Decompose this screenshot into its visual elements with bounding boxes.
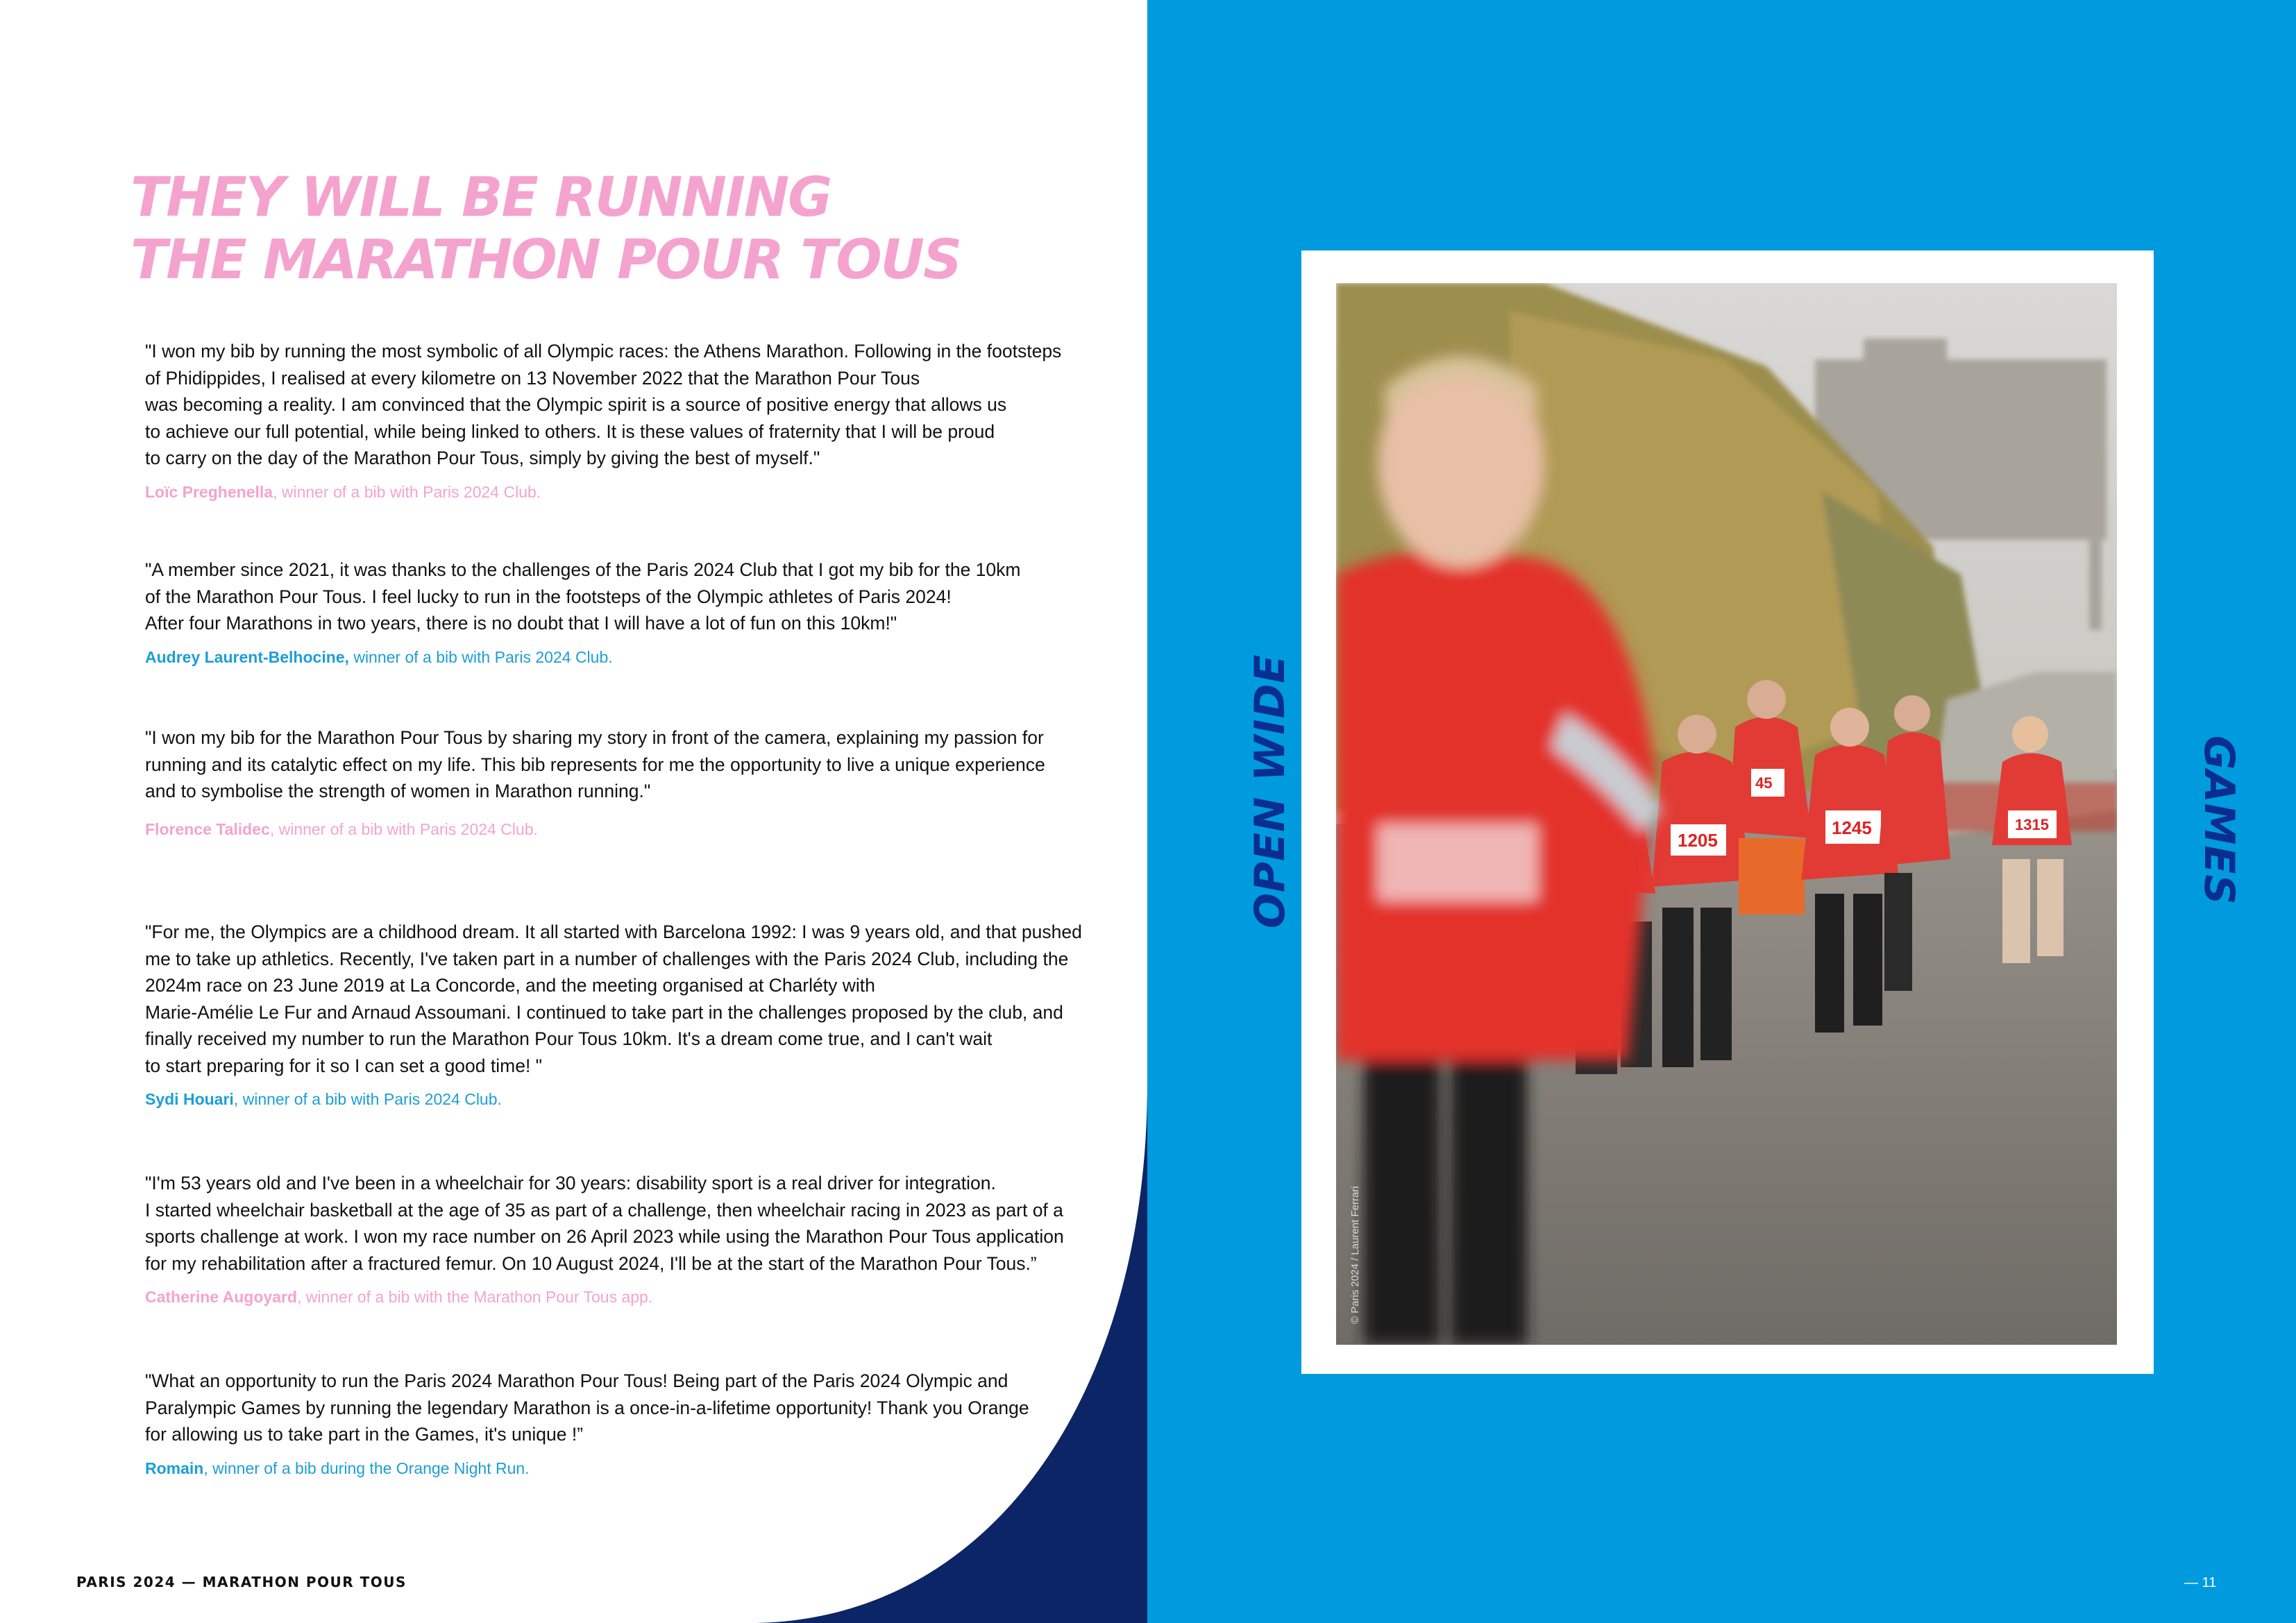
testimonial-quote	[145, 919, 1089, 1079]
author-role: winner of a bib with Paris 2024 Club.	[348, 647, 613, 666]
testimonial-sydi	[145, 919, 1089, 1110]
quote-line: sports challenge at work. I won my race number on 26 April 2023 while using the Marathon Pour Tous application	[145, 1226, 1064, 1247]
testimonial-florence	[145, 724, 1089, 840]
testimonial-romain	[145, 1368, 1089, 1479]
bib-number: 1245	[1832, 817, 1872, 838]
quote-line: "For me, the Olympics are a childhood dream. It all started with Barcelona 1992: I was 9 years old, and that pushed	[145, 921, 1082, 942]
quote-line: Paralympic Games by running the legendary Marathon is a once-in-a-lifetime opportunity! Thank you Orange	[145, 1397, 1029, 1418]
testimonial-attribution	[145, 1458, 1089, 1479]
runners-photo	[1336, 283, 2117, 1345]
testimonial-quote	[145, 1170, 1089, 1277]
quote-line: running and its catalytic effect on my life. This bib represents for me the opportunity to live a unique experience	[145, 754, 1045, 775]
runners-photo-illustration	[1336, 283, 2117, 1345]
page-headline	[130, 167, 961, 291]
quote-line: After four Marathons in two years, there is no doubt that I will have a lot of fun on this 10km!"	[145, 613, 897, 634]
bib-number: 1205	[1678, 830, 1718, 851]
testimonial-quote	[145, 338, 1089, 472]
quote-line: "I won my bib by running the most symbolic of all Olympic races: the Athens Marathon. Following in the footsteps	[145, 341, 1062, 362]
testimonial-attribution	[145, 482, 1089, 502]
quote-line: for allowing us to take part in the Games, it's unique !”	[145, 1424, 584, 1445]
testimonial-loic	[145, 338, 1089, 502]
bib-number: 1315	[2015, 816, 2049, 833]
author-role: , winner of a bib with Paris 2024 Club.	[233, 1090, 502, 1108]
testimonial-quote	[145, 1368, 1089, 1448]
bib-number: 45	[1755, 774, 1773, 792]
author-name: Florence Talidec	[145, 819, 270, 838]
author-name: Audrey Laurent-Belhocine,	[145, 647, 349, 666]
quote-line: "I won my bib for the Marathon Pour Tous by sharing my story in front of the camera, explaining my passion for	[145, 727, 1044, 748]
quote-line: me to take up athletics. Recently, I've taken part in a number of challenges with the Paris 2024 Club, including the	[145, 948, 1069, 969]
headline-line-1: THEY WILL BE RUNNING	[130, 167, 832, 229]
photo-frame	[1301, 250, 2154, 1374]
testimonial-audrey	[145, 556, 1089, 668]
quote-line: for my rehabilitation after a fractured femur. On 10 August 2024, I'll be at the start of the Marathon Pour Tous.”	[145, 1252, 1037, 1274]
author-name: Sydi Houari	[145, 1090, 234, 1108]
author-role: , winner of a bib during the Orange Night Run.	[203, 1459, 530, 1477]
author-role: , winner of a bib with Paris 2024 Club.	[273, 482, 541, 501]
photo-credit: © Paris 2024 / Laurent Ferrari	[1349, 1186, 1361, 1324]
quote-line: I started wheelchair basketball at the age of 35 as part of a challenge, then wheelchair racing in 2023 as part of a	[145, 1199, 1063, 1221]
author-role: , winner of a bib with the Marathon Pour Tous app.	[296, 1288, 653, 1306]
quote-line: to start preparing for it so I can set a good time! "	[145, 1055, 543, 1076]
quote-line: of Phidippides, I realised at every kilometre on 13 November 2022 that the Marathon Pour Tous	[145, 367, 920, 389]
headline-line-2: THE MARATHON POUR TOUS	[130, 229, 961, 291]
testimonial-attribution	[145, 819, 1089, 840]
quote-line: 2024m race on 23 June 2019 at La Concorde, and the meeting organised at Charléty with	[145, 975, 875, 996]
page-number: — 11	[2184, 1575, 2217, 1590]
quote-line: "What an opportunity to run the Paris 2024 Marathon Pour Tous! Being part of the Paris 2024 Olympic and	[145, 1370, 1008, 1391]
author-name: Loïc Preghenella	[145, 482, 273, 501]
quote-line: "I'm 53 years old and I've been in a wheelchair for 30 years: disability sport is a real driver for integration.	[145, 1173, 996, 1193]
left-page	[0, 0, 1147, 1623]
author-name: Catherine Augoyard	[145, 1288, 297, 1306]
side-word-right: GAMES	[2195, 736, 2243, 906]
testimonial-attribution	[145, 647, 1089, 668]
author-role: , winner of a bib with Paris 2024 Club.	[269, 819, 538, 838]
testimonial-attribution	[145, 1089, 1089, 1110]
testimonial-quote	[145, 724, 1089, 805]
quote-line: and to symbolise the strength of women in Marathon running."	[145, 781, 651, 801]
testimonial-quote	[145, 556, 1089, 637]
quote-line: was becoming a reality. I am convinced that the Olympic spirit is a source of positive energy that allows us	[145, 394, 1007, 415]
quote-line: of the Marathon Pour Tous. I feel lucky to run in the footsteps of the Olympic athletes of Paris 2024!	[145, 586, 952, 607]
testimonial-attribution	[145, 1286, 1089, 1307]
quote-line: to carry on the day of the Marathon Pour Tous, simply by giving the best of myself."	[145, 448, 820, 468]
quote-line: "A member since 2021, it was thanks to the challenges of the Paris 2024 Club that I got my bib for the 10km	[145, 559, 1021, 580]
side-word-left: OPEN WIDE	[1246, 654, 1294, 928]
footer-publication-title: PARIS 2024 — MARATHON POUR TOUS	[76, 1574, 407, 1590]
author-name: Romain	[145, 1459, 204, 1477]
quote-line: finally received my number to run the Marathon Pour Tous 10km. It's a dream come true, and I can't wait	[145, 1028, 993, 1049]
testimonial-catherine	[145, 1170, 1089, 1307]
quote-line: Marie-Amélie Le Fur and Arnaud Assoumani. I continued to take part in the challenges proposed by the club, and	[145, 1001, 1063, 1023]
quote-line: to achieve our full potential, while being linked to others. It is these values of fraternity that I will be proud	[145, 420, 995, 442]
